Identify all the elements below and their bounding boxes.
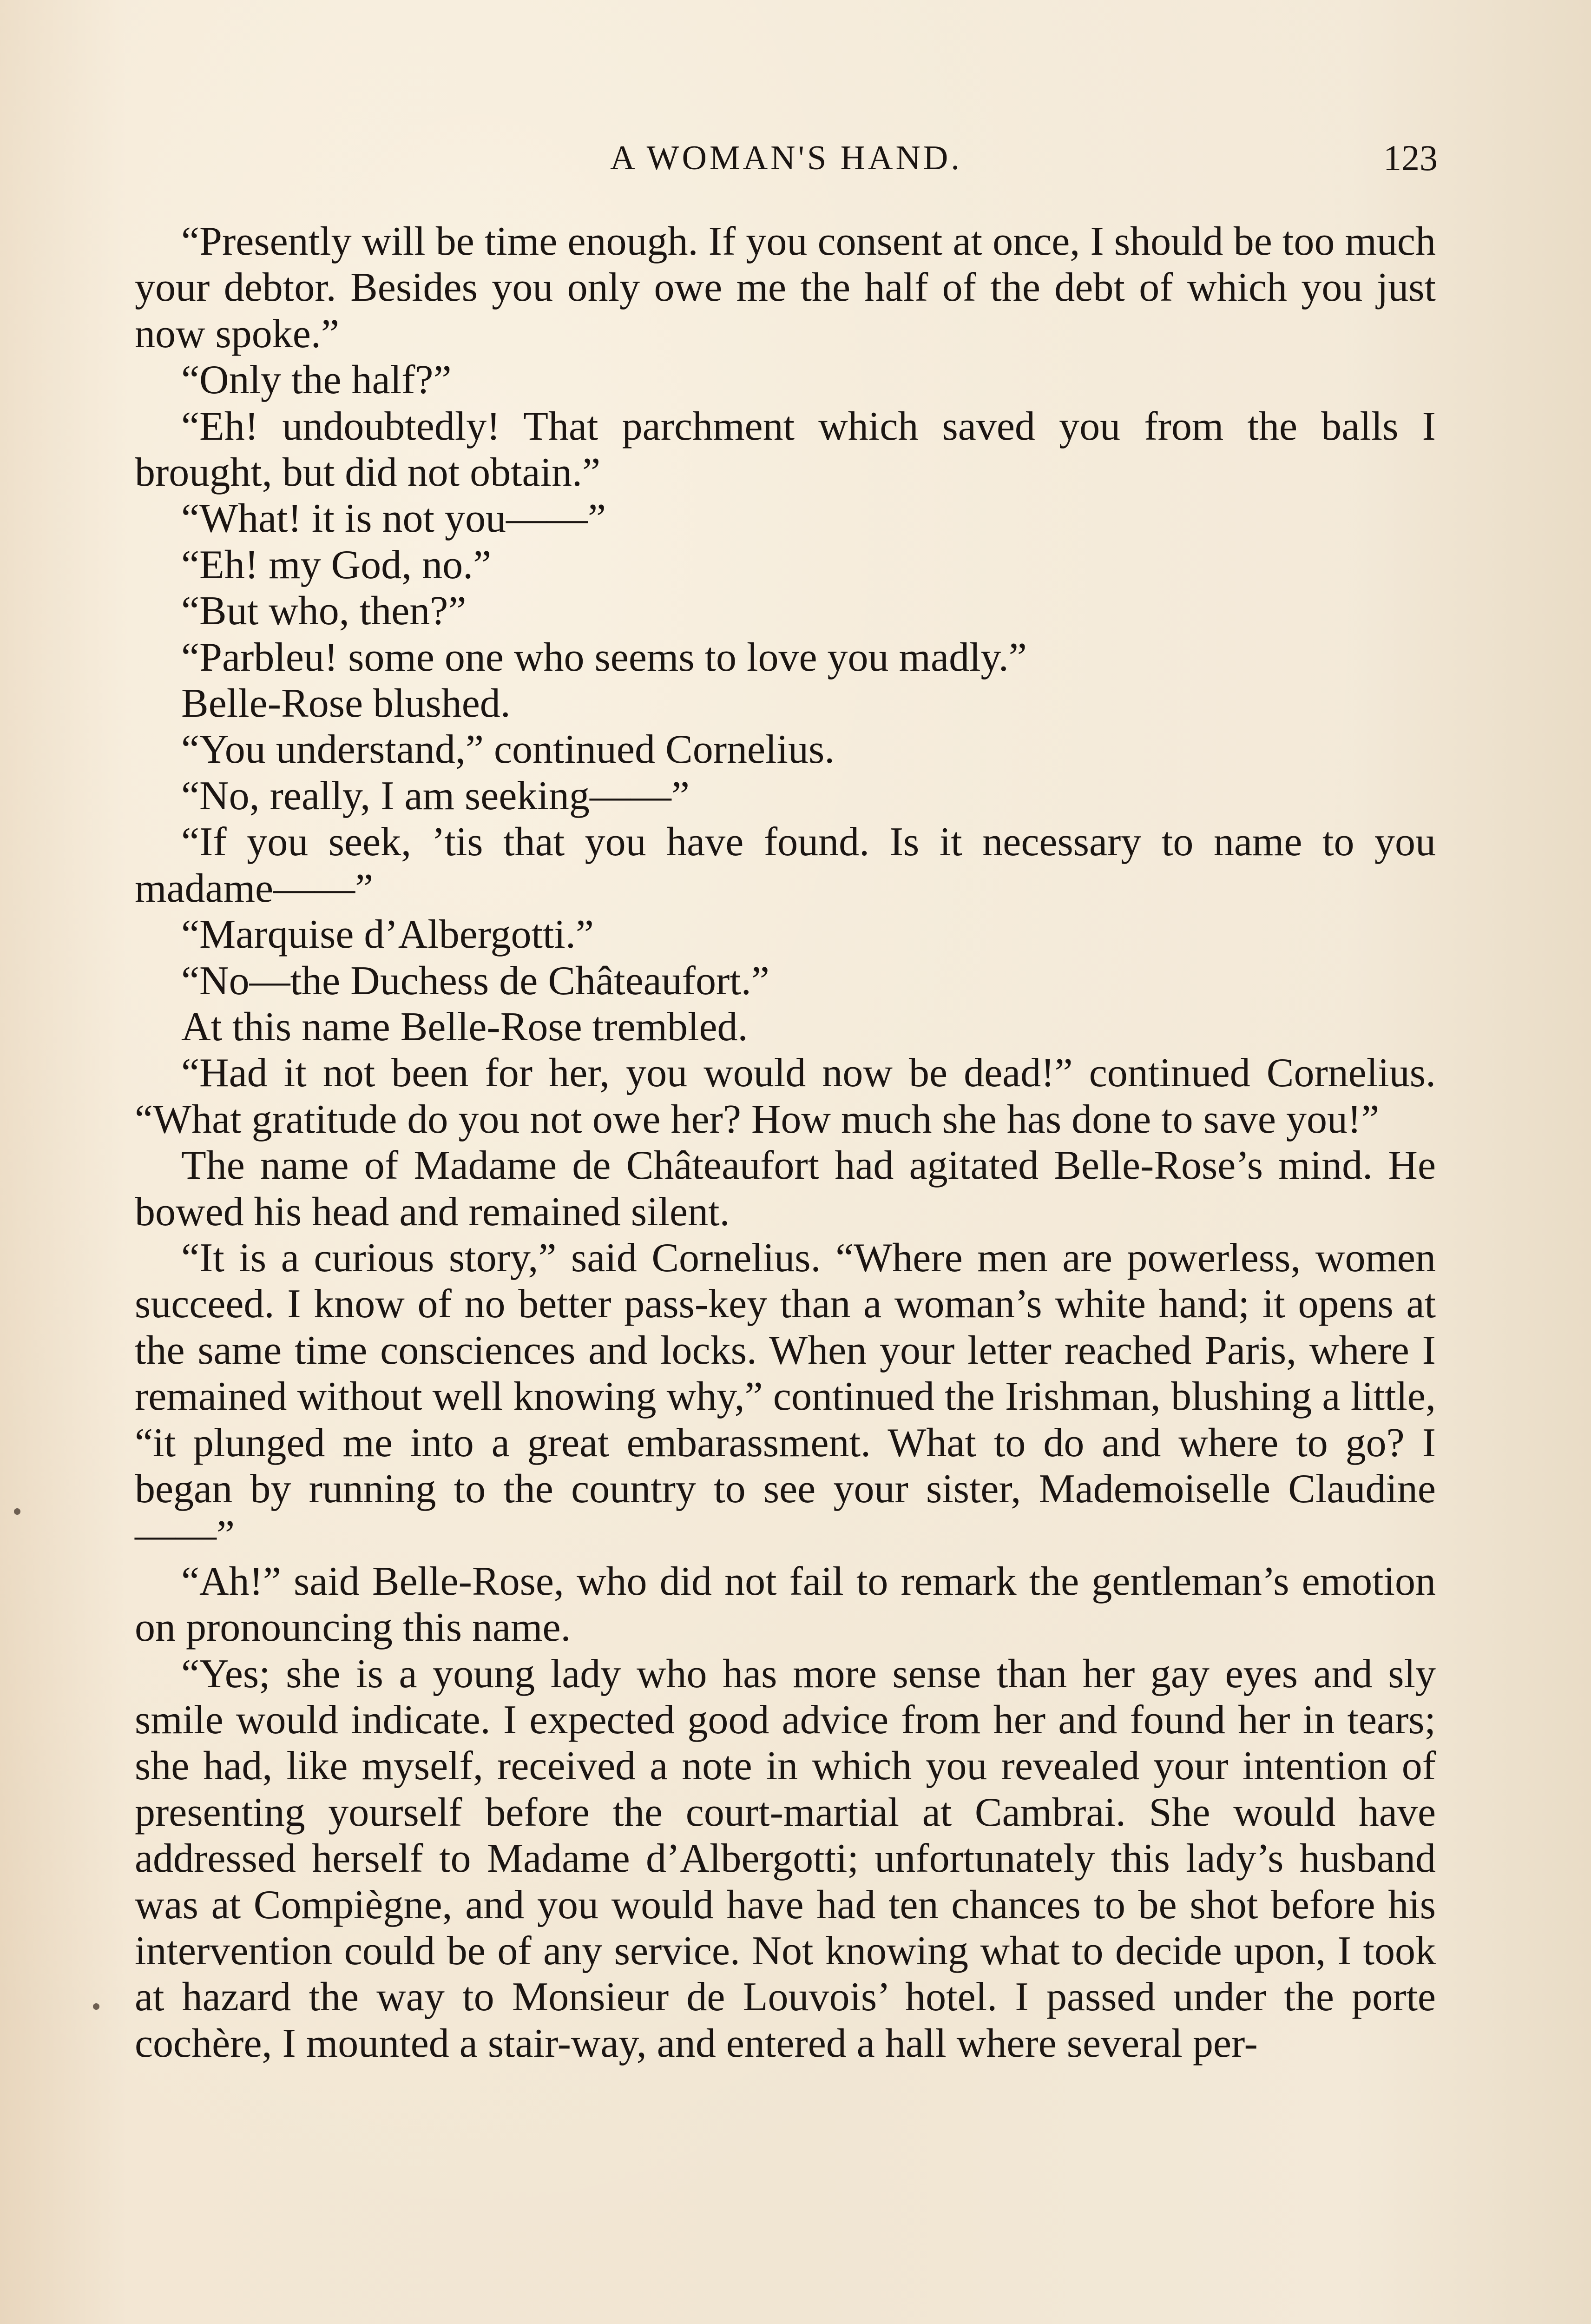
paragraph: “Eh! undoubtedly! That parchment which saved you from the balls I brought, but did not obtain.” bbox=[135, 403, 1436, 495]
paragraph: “Yes; she is a young lady who has more sense than her gay eyes and sly smile would indicate. I expected good advice from her and found her in tears; she had, like myself, received a note in which you revealed your intention of presenting yourself before the court-martial at Cambrai. She would have addressed herself to Madame d’Albergotti; unfortunately this lady’s husband was at Compiègne, and you would have had ten chances to be shot before his intervention could be of any service. Not knowing what to decide upon, I took at hazard the way to Monsieur de Louvois’ hotel. I passed under the porte cochère, I mounted a stair-way, and entered a hall where several per- bbox=[135, 1651, 1436, 2066]
paragraph: “Presently will be time enough. If you consent at once, I should be too much your debtor. Besides you only owe me the half of the debt of which you just now spoke.” bbox=[135, 219, 1436, 357]
paper-speck bbox=[14, 1508, 20, 1515]
paragraph: “Only the half?” bbox=[181, 357, 452, 403]
running-head: A WOMAN'S HAND. bbox=[610, 139, 962, 177]
page-header bbox=[135, 132, 1438, 184]
paragraph: “No—the Duchess de Châteaufort.” bbox=[181, 958, 769, 1004]
paragraph: “You understand,” continued Cornelius. bbox=[181, 727, 835, 772]
paragraph: “What! it is not you——” bbox=[181, 496, 606, 541]
paragraph: “It is a curious story,” said Cornelius. “Where men are powerless, women succeed. I know of no better pass-key than a woman’s white hand; it opens at the same time consciences and locks. When your letter reached Paris, where I remained without well knowing why,” continued the Irishman, blushing a little, “it plunged me into a great embarassment. What to do and where to go? I began by running to the country to see your sister, Mademoiselle Claudine——” bbox=[135, 1235, 1436, 1558]
paragraph: “No, really, I am seeking——” bbox=[181, 773, 690, 819]
paragraph: “Eh! my God, no.” bbox=[181, 542, 492, 588]
paragraph: “But who, then?” bbox=[181, 588, 467, 634]
paper-speck bbox=[93, 2003, 99, 2010]
paragraph: At this name Belle-Rose trembled. bbox=[181, 1004, 748, 1050]
paragraph: “Marquise d’Albergotti.” bbox=[181, 912, 594, 957]
body-text bbox=[135, 218, 1436, 2067]
paragraph: Belle-Rose blushed. bbox=[181, 681, 511, 726]
paragraph: “Had it not been for her, you would now be dead!” continued Cornelius. “What gratitude do you not owe her? How much she has done to save you!” bbox=[135, 1050, 1436, 1142]
paragraph: The name of Madame de Châteaufort had agitated Belle-Rose’s mind. He bowed his head and remained silent. bbox=[135, 1143, 1436, 1235]
paragraph: “Ah!” said Belle-Rose, who did not fail to remark the gentleman’s emotion on pronouncing this name. bbox=[135, 1558, 1436, 1651]
page-number: 123 bbox=[1383, 138, 1438, 178]
paragraph: “If you seek, ’tis that you have found. Is it necessary to name to you madame——” bbox=[135, 819, 1436, 911]
paragraph: “Parbleu! some one who seems to love you madly.” bbox=[181, 634, 1027, 680]
